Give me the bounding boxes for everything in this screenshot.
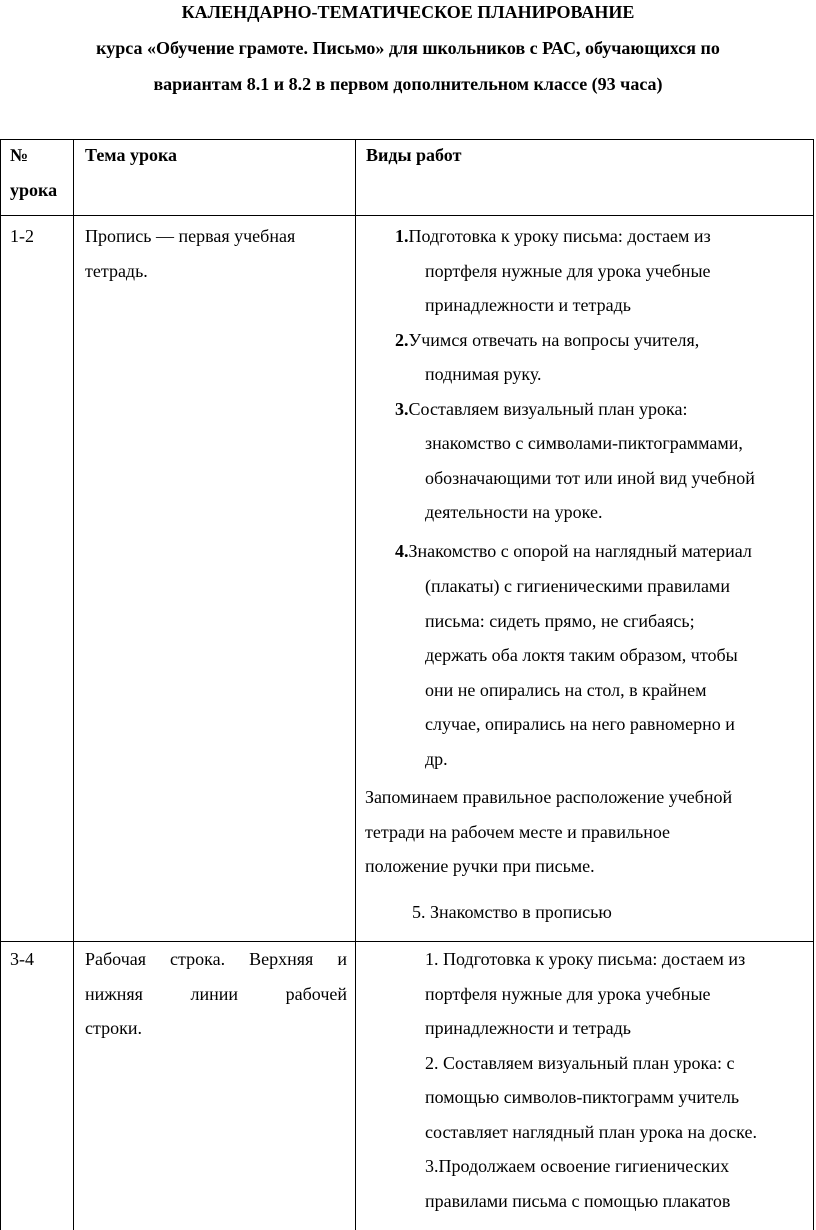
item-line: держать оба локтя таким образом, чтобы bbox=[425, 645, 738, 665]
row1-item-3 bbox=[395, 392, 687, 427]
item-marker: 4. bbox=[395, 541, 409, 561]
item-line: (плакаты) с гигиеническими правилами bbox=[425, 576, 730, 596]
document-subtitle-line2: вариантам 8.1 и 8.2 в первом дополнительном классе (93 часа) bbox=[153, 74, 663, 94]
item-text: Учимся отвечать на вопросы учителя, bbox=[408, 329, 700, 350]
item-line: случае, опирались на него равномерно и bbox=[425, 714, 735, 734]
works-line: 1. Подготовка к уроку письма: достаем из bbox=[425, 949, 746, 969]
row2-topic-line: Рабочая строка. Верхняя и bbox=[85, 949, 347, 969]
item-line: портфеля нужные для урока учебные bbox=[425, 260, 711, 281]
row1-topic-line: тетрадь. bbox=[85, 260, 148, 281]
paragraph-line: Запоминаем правильное расположение учебной bbox=[365, 787, 733, 807]
header-topic: Тема урока bbox=[85, 145, 178, 165]
row1-topic-line: Пропись — первая учебная bbox=[85, 226, 296, 246]
document-subtitle-line1: курса «Обучение грамоте. Письмо» для школьников с РАС, обучающихся по bbox=[96, 38, 720, 58]
paragraph-line: положение ручки при письме. bbox=[365, 856, 595, 876]
row2-works bbox=[425, 942, 757, 1218]
row1-item-1-cont bbox=[425, 254, 711, 323]
works-line: составляет наглядный план урока на доске. bbox=[425, 1121, 757, 1142]
column-divider-2 bbox=[355, 139, 356, 1230]
item-line: они не опирались на стол, в крайнем bbox=[425, 679, 707, 700]
row2-topic-line: нижняя линии рабочей bbox=[85, 983, 347, 1004]
item-line: принадлежности и тетрадь bbox=[425, 295, 631, 315]
row2-topic-line: строки. bbox=[85, 1018, 142, 1038]
item-line: обозначающими тот или иной вид учебной bbox=[425, 467, 755, 488]
header-number-word: урока bbox=[10, 179, 58, 200]
works-line: портфеля нужные для урока учебные bbox=[425, 983, 711, 1004]
row1-number: 1-2 bbox=[10, 226, 34, 246]
header-number-symbol: № bbox=[10, 145, 29, 165]
works-line: 2. Составляем визуальный план урока: с bbox=[425, 1052, 735, 1073]
row2-topic bbox=[85, 942, 347, 1046]
row1-item-2 bbox=[395, 323, 699, 358]
item-line: поднимая руку. bbox=[425, 364, 542, 384]
row2-number: 3-4 bbox=[10, 949, 34, 969]
row1-item-1 bbox=[395, 219, 711, 254]
table-right-border bbox=[813, 139, 814, 1230]
works-line: помощью символов-пиктограмм учитель bbox=[425, 1087, 740, 1107]
header-number bbox=[10, 138, 57, 207]
item-line: др. bbox=[425, 748, 448, 769]
item-marker: 2. bbox=[395, 329, 409, 350]
row1-item-2-cont bbox=[425, 357, 542, 392]
document-title: КАЛЕНДАРНО-ТЕМАТИЧЕСКОЕ ПЛАНИРОВАНИЕ bbox=[181, 2, 635, 22]
table-left-border bbox=[0, 139, 1, 1230]
item-text: Знакомство с опорой на наглядный материал bbox=[408, 541, 752, 561]
row1-item-4 bbox=[395, 534, 752, 569]
item-text: Составляем визуальный план урока: bbox=[408, 398, 688, 419]
paragraph-line: тетради на рабочем месте и правильное bbox=[365, 821, 671, 842]
row1-item-5: 5. Знакомство в прописью bbox=[412, 902, 612, 922]
item-marker: 1. bbox=[395, 226, 409, 246]
row1-topic bbox=[85, 219, 295, 288]
header-bottom-border bbox=[0, 215, 814, 216]
works-line: 3.Продолжаем освоение гигиенических bbox=[425, 1156, 730, 1176]
item-text: Подготовка к уроку письма: достаем из bbox=[408, 226, 711, 246]
item-marker: 3. bbox=[395, 398, 409, 419]
row1-item-4-cont bbox=[425, 569, 738, 776]
works-line: принадлежности и тетрадь bbox=[425, 1018, 631, 1038]
column-divider-1 bbox=[73, 139, 74, 1230]
item-line: деятельности на уроке. bbox=[425, 502, 603, 522]
header-works: Виды работ bbox=[366, 145, 462, 165]
works-line: правилами письма с помощью плакатов bbox=[425, 1190, 731, 1211]
row1-item-3-cont bbox=[425, 426, 755, 530]
item-line: знакомство с символами-пиктограммами, bbox=[425, 433, 743, 453]
row1-paragraph bbox=[365, 780, 732, 884]
item-line: письма: сидеть прямо, не сгибаясь; bbox=[425, 610, 695, 631]
